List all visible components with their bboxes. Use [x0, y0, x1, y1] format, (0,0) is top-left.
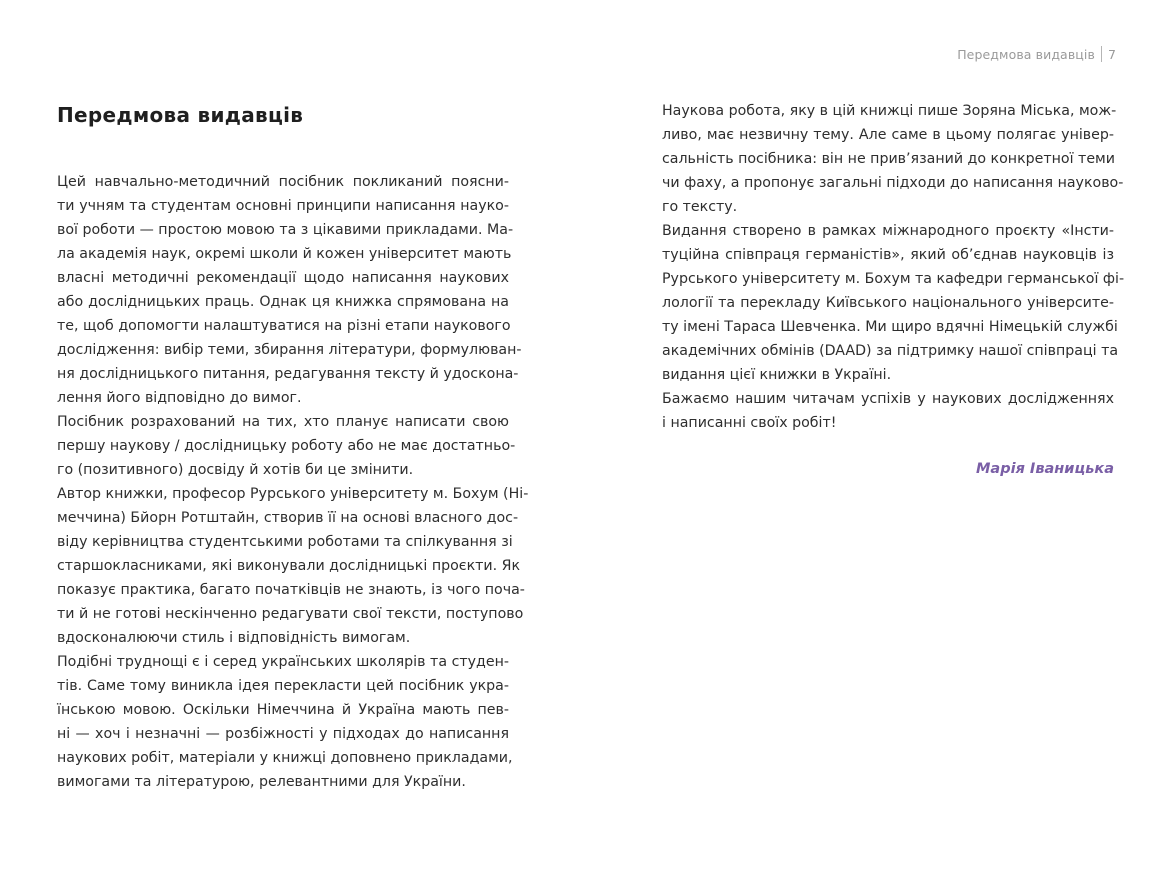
text-line: першу наукову / дослідницьку роботу або не має достатньо- [57, 438, 516, 454]
text-line: ня дослідницького питання, редагування тексту й удоскона- [57, 366, 519, 382]
text-line: ні — хоч і незначні — розбіжності у підходах до написання [57, 726, 509, 742]
text-line: меччина) Бйорн Ротштайн, створив її на основі власного дос- [57, 510, 519, 526]
text-line: вдосконалюючи стиль і відповідність вимогам. [57, 630, 411, 646]
text-line: Видання створено в рамках міжнародного проєкту «Інсти- [662, 223, 1114, 239]
running-header [957, 46, 1116, 62]
page-title: Передмова видавців [57, 103, 304, 127]
text-line: наукових робіт, матеріали у книжці доповнено прикладами, [57, 750, 513, 766]
text-line: старшокласниками, які виконували дослідницькі проєкти. Як [57, 558, 521, 574]
text-line: показує практика, багато початківців не знають, із чого поча- [57, 582, 525, 598]
text-line: тів. Саме тому виникла ідея перекласти цей посібник укра- [57, 678, 509, 694]
text-line: і написанні своїх робіт! [662, 415, 837, 431]
text-line: ту імені Тараса Шевченка. Ми щиро вдячні Німецькій службі [662, 319, 1118, 335]
text-line: дослідження: вибір теми, збирання літератури, формулюван- [57, 342, 522, 358]
text-line: Цей навчально-методичний посібник покликаний поясни- [57, 174, 509, 190]
text-line: їнською мовою. Оскільки Німеччина й Україна мають пев- [57, 702, 509, 718]
text-line: віду керівництва студентськими роботами та спілкування зі [57, 534, 513, 550]
text-line: лення його відповідно до вимог. [57, 390, 302, 406]
text-line: видання цієї книжки в Україні. [662, 367, 892, 383]
text-line: вої роботи — простою мовою та з цікавими прикладами. Ма- [57, 222, 514, 238]
text-line: Бажаємо нашим читачам успіхів у наукових дослідженнях [662, 391, 1114, 407]
header-divider [1101, 46, 1102, 62]
text-line: вимогами та літературою, релевантними для України. [57, 774, 466, 790]
text-line: лології та перекладу Київського національного університе- [662, 295, 1114, 311]
text-line: туційна співпраця германістів», який об’єднав науковців із [662, 247, 1114, 263]
text-line: Автор книжки, професор Рурського університету м. Бохум (Ні- [57, 486, 529, 502]
text-line: го тексту. [662, 199, 738, 215]
text-line: сальність посібника: він не прив’язаний до конкретної теми [662, 151, 1115, 167]
text-line: Наукова робота, яку в цій книжці пише Зоряна Міська, мож- [662, 103, 1117, 119]
text-line: ла академія наук, окремі школи й кожен університет мають [57, 246, 512, 262]
text-line: Рурського університету м. Бохум та кафедри германської фі- [662, 271, 1125, 287]
text-line: те, щоб допомогти налаштуватися на різні етапи наукового [57, 318, 511, 334]
running-header-title: Передмова видавців [957, 46, 1095, 62]
text-line: академічних обмінів (DAAD) за підтримку нашої співпраці та [662, 343, 1119, 359]
right-column-text [662, 99, 1125, 435]
text-line: власні методичні рекомендації щодо написання наукових [57, 270, 509, 286]
text-line: ливо, має незвичну тему. Але саме в цьому полягає універ- [662, 127, 1114, 143]
text-line: чи фаху, а пропонує загальні підходи до написання науково- [662, 175, 1124, 191]
text-line: Посібник розрахований на тих, хто планує написати свою [57, 414, 509, 430]
text-line: Подібні труднощі є і серед українських школярів та студен- [57, 654, 509, 670]
text-line: ти учням та студентам основні принципи написання науко- [57, 198, 509, 214]
author-signature: Марія Іваницька [976, 461, 1114, 477]
left-column-text [57, 170, 529, 794]
page-number: 7 [1107, 46, 1116, 62]
text-line: ти й не готові нескінченно редагувати свої тексти, поступово [57, 606, 524, 622]
text-line: го (позитивного) досвіду й хотів би це змінити. [57, 462, 414, 478]
text-line: або дослідницьких праць. Однак ця книжка спрямована на [57, 294, 509, 310]
